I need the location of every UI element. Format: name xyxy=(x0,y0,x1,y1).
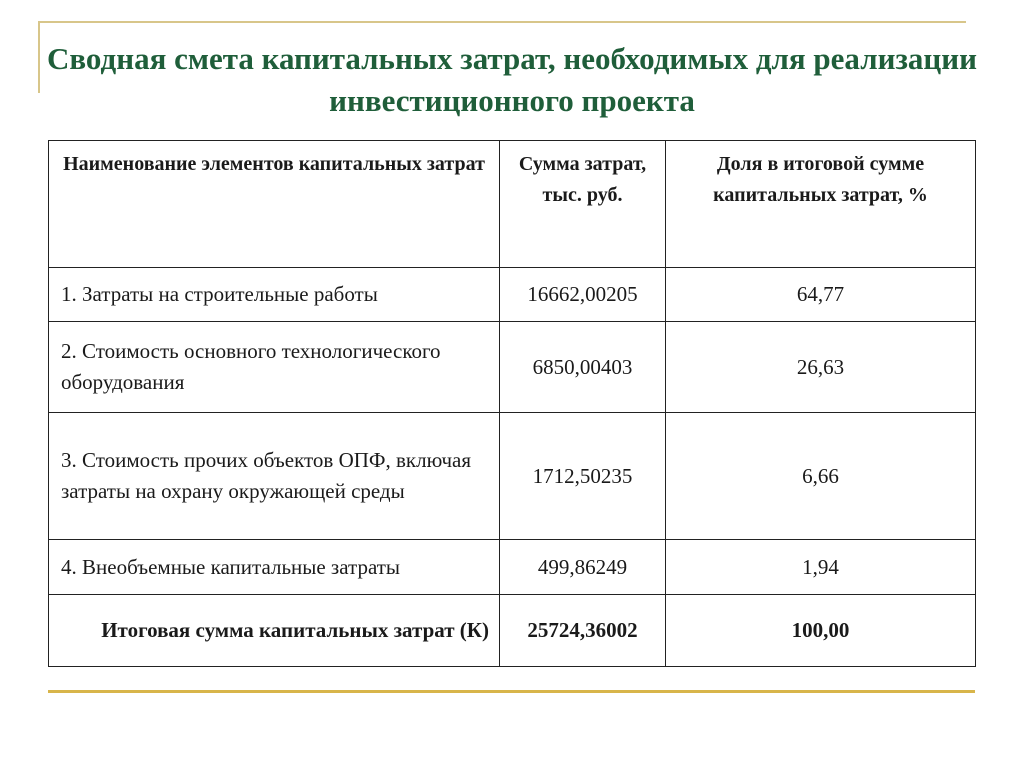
row-share: 26,63 xyxy=(666,322,976,413)
table-header-row xyxy=(49,141,976,268)
total-share: 100,00 xyxy=(666,595,976,667)
row-sum: 1712,50235 xyxy=(500,413,666,540)
row-sum: 6850,00403 xyxy=(500,322,666,413)
table-total-row xyxy=(49,595,976,667)
capital-costs-table xyxy=(48,140,976,667)
bottom-frame-line xyxy=(48,690,975,693)
row-sum: 499,86249 xyxy=(500,540,666,595)
total-sum: 25724,36002 xyxy=(500,595,666,667)
row-share: 64,77 xyxy=(666,268,976,322)
total-name: Итоговая сумма капитальных затрат (К) xyxy=(49,595,500,667)
row-name: 2. Стоимость основного технологического оборудования xyxy=(49,322,500,413)
row-name: 3. Стоимость прочих объектов ОПФ, включая затраты на охрану окружающей среды xyxy=(49,413,500,540)
table-row xyxy=(49,540,976,595)
row-name: 1. Затраты на строительные работы xyxy=(49,268,500,322)
top-frame-line xyxy=(38,21,966,23)
row-share: 1,94 xyxy=(666,540,976,595)
table-row xyxy=(49,413,976,540)
row-name: 4. Внеобъемные капитальные затраты xyxy=(49,540,500,595)
header-share: Доля в итоговой сумме капитальных затрат, % xyxy=(666,141,976,268)
row-sum: 16662,00205 xyxy=(500,268,666,322)
header-name: Наименование элементов капитальных затрат xyxy=(49,141,500,268)
table-row xyxy=(49,268,976,322)
table-row xyxy=(49,322,976,413)
page-title: Сводная смета капитальных затрат, необходимых для реализации инвестиционного проекта xyxy=(47,41,977,118)
header-sum: Сумма затрат, тыс. руб. xyxy=(500,141,666,268)
row-share: 6,66 xyxy=(666,413,976,540)
